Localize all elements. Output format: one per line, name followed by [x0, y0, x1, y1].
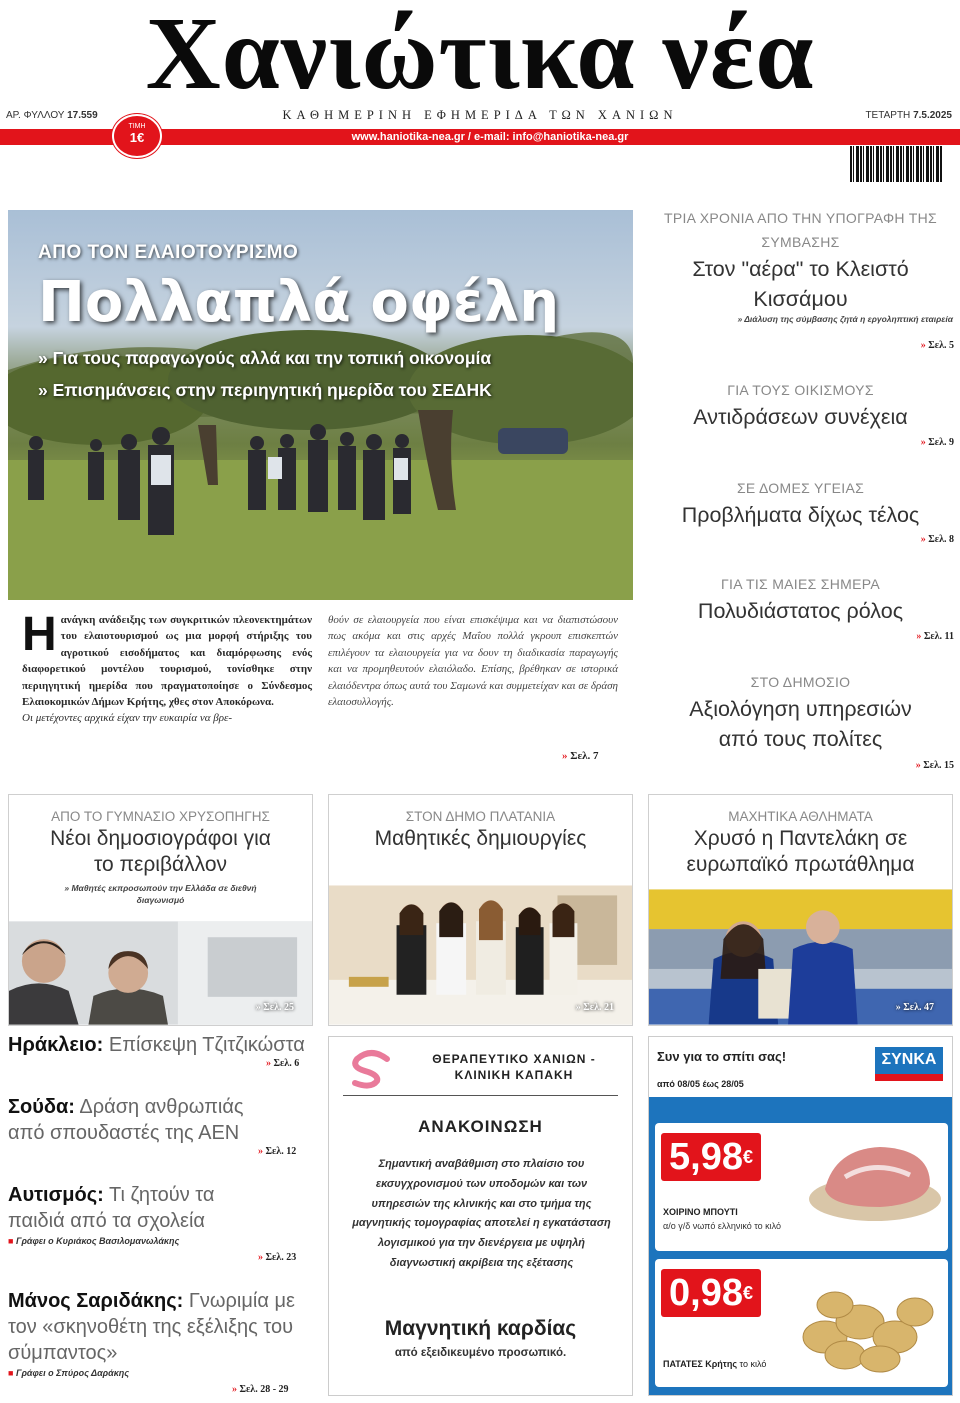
- article-column: θούν σε ελαιουργεία που είναι επισκέψιμα και να διαπιστώσουν πως ακόμα και στις αρχές Μαΐου πολλά γκρουπ επισκεπτών επιλέγουν τα ελαιουργεία για να δουν τη διαδικασία παραγωγής και να προμηθευτούν ελαιόλαδο. Επίσης, βρέθηκαν σε ιστορικά ελαιόδεντρα όπως αυτά του Σαμωνά και συμμετείχαν και σε δράση ελαιοσυλλογής.: [328, 614, 618, 709]
- right-story[interactable]: ΣΤΟ ΔΗΜΟΣΙΟ Αξιολόγηση υπηρεσιών από τους πολίτες: [689, 674, 912, 751]
- offer-card[interactable]: [655, 1123, 948, 1251]
- arrow-icon: »: [562, 750, 568, 762]
- lead-subheading: » Επισημάνσεις στην περιηγητική ημερίδα του ΣΕΔΗΚ: [38, 380, 492, 400]
- brief-story[interactable]: Σούδα: Δράση ανθρωπιάς από σπουδαστές της ΑΕΝ: [8, 1096, 244, 1144]
- clinic-logo-icon: [347, 1047, 395, 1095]
- article-column: Η ανάγκη ανάδειξης των συγκριτικών πλεονεκτημάτων του ελαιοτουρισμού ως μια μορφή στήριξης του αγροτικού εισοδήματος και διαμόρφωσης ενός διαφορετικού μοντέλου τουρισμού, τονίσθηκε στην περιηγητική ημερίδα που πραγματοποίησε ο Σύνδεσμος Ελαιοκομικών Δήμων Κρήτης, χθες στον Αποκόρωνα. Οι μετέχοντες αρχικά είχαν την ευκαιρία να βρε-: [22, 608, 312, 725]
- right-story[interactable]: ΤΡΙΑ ΧΡΟΝΙΑ ΑΠΟ ΤΗΝ ΥΠΟΓΡΑΦΗ ΤΗΣ ΣΥΜΒΑΣΗΣ Στον "αέρα" το Κλειστό Κισσάμου » Διάλυση της σύμβασης ζητά η εργοληπτική εταιρεία: [664, 210, 953, 324]
- pork-meat-icon: [805, 1129, 945, 1229]
- page-ref[interactable]: » Σελ. 11: [916, 631, 954, 642]
- lead-article-body: [22, 608, 620, 762]
- story-box[interactable]: ΜΑΧΗΤΙΚΑ ΑΘΛΗΜΑΤΑ Χρυσό η Παντελάκη σε ευρωπαϊκό πρωτάθλημα » Σελ. 47: [648, 794, 953, 1026]
- announcement-heading: ΑΝΑΚΟΙΝΩΣΗ: [418, 1117, 543, 1136]
- right-story[interactable]: ΓΙΑ ΤΟΥΣ ΟΙΚΙΣΜΟΥΣ Αντιδράσεων συνέχεια: [693, 382, 908, 429]
- olive-grove-icon: [8, 210, 633, 600]
- price-badge: ΤΙΜΗ 1€: [112, 114, 162, 158]
- story-box[interactable]: ΣΤΟΝ ΔΗΜΟ ΠΛΑΤΑΝΙΑ Μαθητικές δημιουργίες » Σελ. 21: [328, 794, 633, 1026]
- ad-slogan: Συν για το σπίτι σας!: [657, 1049, 787, 1064]
- potatoes-icon: [785, 1267, 945, 1377]
- brief-story[interactable]: Αυτισμός: Τι ζητούν τα παιδιά από τα σχολεία ■ Γράφει ο Κυριάκος Βασιλομανωλάκης: [8, 1182, 248, 1248]
- product-name: ΠΑΤΑΤΕΣ Κρήτης το κιλό: [663, 1359, 767, 1369]
- tagline: ΚΑΘΗΜΕΡΙΝΗ ΕΦΗΜΕΡΙΔΑ ΤΩΝ ΧΑΝΙΩΝ: [282, 108, 678, 122]
- lead-subheading: » Για τους παραγωγούς αλλά και την τοπική οικονομία: [38, 348, 492, 368]
- lead-photo[interactable]: [8, 210, 633, 600]
- brief-story[interactable]: Μάνος Σαριδάκης: Γνωριμία με τον «σκηνοθέτη της εξέλιξης του σύμπαντος» ■ Γράφει ο Σπύρος Δαράκης: [8, 1288, 308, 1380]
- page-ref[interactable]: » Σελ. 28 - 29: [232, 1384, 289, 1395]
- lead-page-ref[interactable]: » Σελ. 7: [562, 750, 599, 762]
- clinic-name: ΘΕΡΑΠΕΥΤΙΚΟ ΧΑΝΙΩΝ - ΚΛΙΝΙΚΗ ΚΑΠΑΚΗ: [432, 1052, 596, 1082]
- page-ref[interactable]: » Σελ. 15: [915, 760, 954, 771]
- barcode-icon: [850, 146, 942, 190]
- right-story[interactable]: ΣΕ ΔΟΜΕΣ ΥΓΕΙΑΣ Προβλήματα δίχως τέλος: [681, 480, 920, 527]
- supermarket-advertisement[interactable]: [648, 1036, 953, 1396]
- product-description: α/ο γ/δ νωπό ελληνικό το κιλό: [663, 1221, 782, 1231]
- page-ref[interactable]: » Σελ. 5: [920, 340, 954, 351]
- offer-price: 0,98€: [661, 1269, 761, 1317]
- page-ref[interactable]: » Σελ. 8: [920, 534, 954, 545]
- brand-logo: ΣΥΝΚΑ: [875, 1047, 943, 1081]
- drop-cap: Η: [22, 608, 57, 661]
- newspaper-title: Χανιώτικα νέα: [145, 0, 815, 111]
- page-ref[interactable]: » Σελ. 12: [258, 1146, 297, 1157]
- offer-period: από 08/05 έως 28/05: [657, 1079, 744, 1089]
- page-ref[interactable]: » Σελ. 9: [920, 437, 954, 448]
- clinic-advertisement[interactable]: [328, 1036, 633, 1396]
- contact-info[interactable]: www.haniotika-nea.gr / e-mail: info@haniotika-nea.gr: [351, 131, 629, 143]
- product-name: ΧΟΙΡΙΝΟ ΜΠΟΥΤΙ: [663, 1207, 738, 1217]
- announcement-footer: από εξειδικευμένο προσωπικό.: [394, 1347, 567, 1359]
- byline: ■ Γράφει ο Σπύρος Δαράκης: [8, 1368, 130, 1378]
- offer-price: 5,98€: [661, 1133, 761, 1181]
- lead-kicker: ΑΠΟ ΤΟΝ ΕΛΑΙΟΤΟΥΡΙΣΜΟ: [38, 242, 299, 263]
- story-box[interactable]: ΑΠΟ ΤΟ ΓΥΜΝΑΣΙΟ ΧΡΥΣΟΠΗΓΗΣ Νέοι δημοσιογράφοι για το περιβάλλον » Μαθητές εκπροσωπούν την Ελλάδα σε διεθνή διαγωνισμό » Σελ. 25: [8, 794, 313, 1026]
- byline: ■ Γράφει ο Κυριάκος Βασιλομανωλάκης: [8, 1236, 180, 1246]
- issue-number: ΑΡ. ΦΥΛΛΟΥ 17.559: [6, 110, 98, 121]
- announcement-body: Σημαντική αναβάθμιση στο πλαίσιο του εκσυγχρονισμού των υποδομών και των υπηρεσιών της κλινικής και στο τμήμα της μαγνητικής τομογραφίας αποτελεί η εγκατάσταση λογισμικού για την διενέργεια με υψηλή διαγνωστική ακρίβεια της εξέτασης: [352, 1158, 611, 1269]
- right-story[interactable]: ΓΙΑ ΤΙΣ ΜΑΙΕΣ ΣΗΜΕΡΑ Πολυδιάστατος ρόλος: [697, 576, 904, 623]
- announcement-highlight: Μαγνητική καρδίας: [384, 1317, 577, 1340]
- lead-headline[interactable]: Πολλαπλά οφέλη: [38, 270, 560, 335]
- page-ref[interactable]: » Σελ. 23: [258, 1252, 297, 1263]
- divider: [343, 1095, 618, 1096]
- brief-story[interactable]: Ηράκλειο: Επίσκεψη Τζιτζικώστα: [8, 1034, 305, 1056]
- offer-card[interactable]: [655, 1259, 948, 1387]
- page-ref[interactable]: » Σελ. 6: [266, 1058, 300, 1069]
- publication-date: ΤΕΤΑΡΤΗ 7.5.2025: [865, 110, 952, 121]
